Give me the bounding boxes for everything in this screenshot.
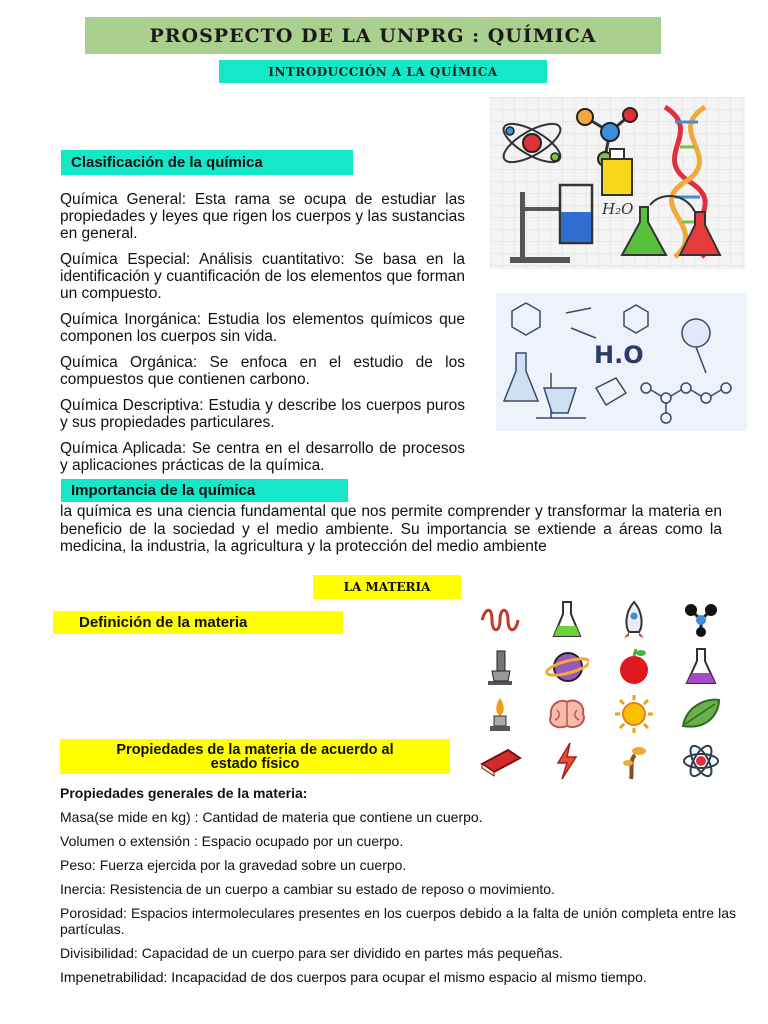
- flask-icon: [545, 598, 589, 642]
- property-item: Peso: Fuerza ejercida por la gravedad sobre un cuerpo.: [60, 857, 407, 873]
- h-o-formula: H.O: [594, 341, 644, 369]
- classification-item: Química Especial: Análisis cuantitativo: Se basa en la identificación y cuantificación de los elementos que forman un compuesto.: [60, 251, 465, 302]
- subtitle-banner: [219, 60, 547, 83]
- classification-heading-text: Clasificación de la química: [71, 154, 263, 171]
- properties-heading: [60, 739, 450, 774]
- sprout-icon: [612, 739, 656, 783]
- chemistry-doodle-illustration: [496, 293, 747, 431]
- title-banner: [85, 17, 661, 54]
- erlenmeyer-icon: [679, 645, 723, 689]
- apple-icon: [612, 645, 656, 689]
- classification-item: Química Orgánica: Se enfoca en el estudio de los compuestos que contienen carbono.: [60, 354, 465, 388]
- property-item: Impenetrabilidad: Incapacidad de dos cuerpos para ocupar el mismo espacio al mismo tiempo.: [60, 969, 647, 985]
- page-subtitle: INTRODUCCIÓN A LA QUÍMICA: [268, 64, 498, 79]
- lightning-icon: [545, 739, 589, 783]
- lab-illustration: [490, 97, 745, 269]
- property-item: Masa(se mide en kg) : Cantidad de materia que contiene un cuerpo.: [60, 809, 483, 825]
- general-properties-heading: Propiedades generales de la materia:: [60, 785, 308, 801]
- planet-icon: [545, 645, 589, 689]
- importance-text: la química es una ciencia fundamental que nos permite comprender y transformar la materia en beneficio de la sociedad y el medio ambiente. Su importancia se extiende a áreas como la medicina, la industria, la agricultura y la protección del medio ambiente: [60, 503, 722, 555]
- rocket-icon: [612, 598, 656, 642]
- chemistry-doodle-icon: [496, 293, 747, 431]
- page-title: PROSPECTO DE LA UNPRG : QUÍMICA: [149, 24, 597, 47]
- property-item: Porosidad: Espacios intermoleculares presentes en los cuerpos debido a la falta de unión completa entre las partículas.: [60, 905, 736, 937]
- matter-label: LA MATERIA: [343, 580, 431, 594]
- burner-icon: [478, 692, 522, 736]
- book-icon: [478, 739, 522, 783]
- classification-item: Química General: Esta rama se ocupa de estudiar las propiedades y leyes que rigen los cuerpos y las sustancias en general.: [60, 191, 465, 242]
- definition-heading-text: Definición de la materia: [79, 614, 248, 631]
- importance-heading: [61, 479, 348, 502]
- microscope-icon: [478, 645, 522, 689]
- matter-icon-grid: [478, 598, 746, 786]
- definition-heading: [53, 611, 343, 634]
- general-properties: [60, 785, 736, 995]
- atom-icon: [679, 739, 723, 783]
- property-item: Divisibilidad: Capacidad de un cuerpo para ser dividido en partes más pequeñas.: [60, 945, 563, 961]
- property-item: Volumen o extensión : Espacio ocupado por un cuerpo.: [60, 833, 404, 849]
- matter-banner: [313, 575, 461, 599]
- importance-heading-text: Importancia de la química: [71, 482, 256, 499]
- h2o-label: H₂O: [602, 200, 634, 218]
- classification-item: Química Descriptiva: Estudia y describe los cuerpos puros y sus propiedades particulares.: [60, 397, 465, 431]
- lab-glassware-icon: [490, 97, 745, 269]
- classification-heading: [61, 150, 353, 175]
- classification-item: Química Inorgánica: Estudia los elementos químicos que componen los cuerpos sin vida.: [60, 311, 465, 345]
- classification-list: [60, 191, 465, 478]
- sun-icon: [612, 692, 656, 736]
- classification-item: Química Aplicada: Se centra en el desarrollo de procesos y aplicaciones prácticas de la química.: [60, 440, 465, 474]
- leaf-icon: [679, 692, 723, 736]
- properties-heading-text: Propiedades de la materia de acuerdo al estado físico: [116, 741, 394, 772]
- spring-icon: [478, 598, 522, 642]
- brain-icon: [545, 692, 589, 736]
- molecule-icon: [679, 598, 723, 642]
- property-item: Inercia: Resistencia de un cuerpo a cambiar su estado de reposo o movimiento.: [60, 881, 555, 897]
